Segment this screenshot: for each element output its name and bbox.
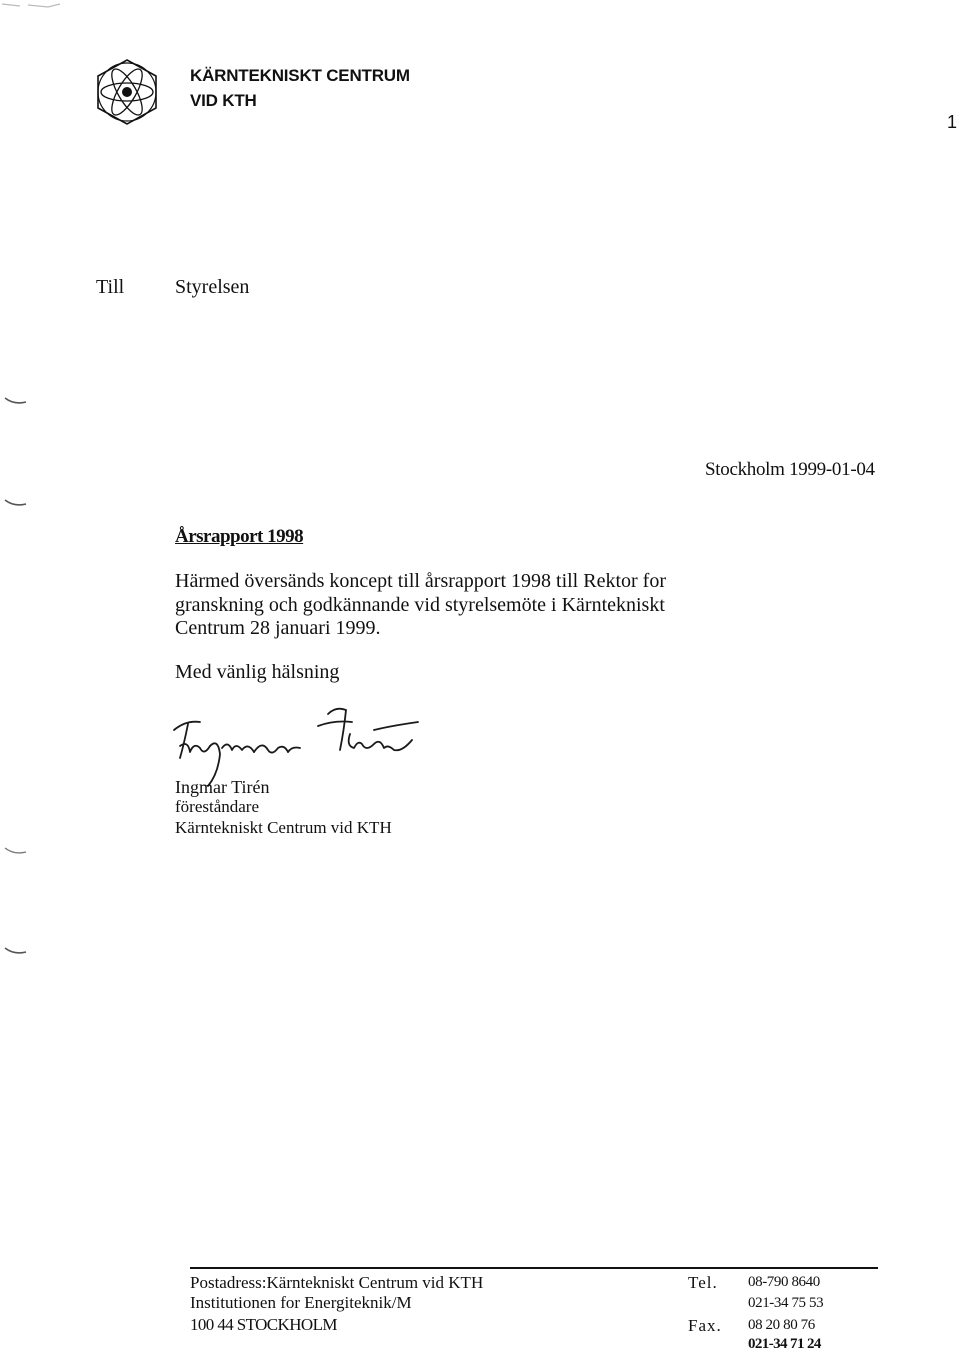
body-line: Härmed översänds koncept till årsrapport 1998 till Rektor for xyxy=(175,570,666,592)
org-name-line1: KÄRNTEKNISKT CENTRUM xyxy=(190,66,410,85)
tel-number: 021-34 75 53 xyxy=(748,1295,824,1311)
closing: Med vänlig hälsning xyxy=(175,661,340,683)
postal-address-line: 100 44 STOCKHOLM xyxy=(190,1315,337,1334)
recipient-label: Till xyxy=(96,276,125,298)
org-name-line2: VID KTH xyxy=(190,91,257,110)
letter-heading: Årsrapport 1998 xyxy=(175,526,304,547)
postal-address-line: Postadress:Kärntekniskt Centrum vid KTH xyxy=(190,1273,484,1292)
footer-divider xyxy=(190,1267,878,1269)
punch-mark xyxy=(4,946,28,956)
place-date: Stockholm 1999-01-04 xyxy=(705,459,875,480)
fax-label: Fax. xyxy=(688,1316,722,1335)
postal-address-line: Institutionen for Energiteknik/M xyxy=(190,1293,412,1312)
atom-logo-icon xyxy=(93,58,161,126)
scan-smudge xyxy=(0,0,70,14)
punch-mark xyxy=(4,846,28,856)
body-line: Centrum 28 januari 1999. xyxy=(175,617,381,639)
recipient-name: Styrelsen xyxy=(175,276,250,298)
fax-number: 08 20 80 76 xyxy=(748,1317,815,1333)
tel-number: 08-790 8640 xyxy=(748,1274,820,1290)
signatory-title: föreståndare xyxy=(175,797,260,816)
page-number: 1 xyxy=(947,112,958,132)
signatory-name: Ingmar Tirén xyxy=(175,777,270,797)
punch-mark xyxy=(4,498,28,508)
body-line: granskning och godkännande vid styrelsemöte i Kärntekniskt xyxy=(175,594,665,616)
fax-number: 021-34 71 24 xyxy=(748,1336,821,1352)
tel-label: Tel. xyxy=(688,1273,718,1292)
signatory-organization: Kärntekniskt Centrum vid KTH xyxy=(175,818,392,837)
punch-mark xyxy=(4,396,28,406)
